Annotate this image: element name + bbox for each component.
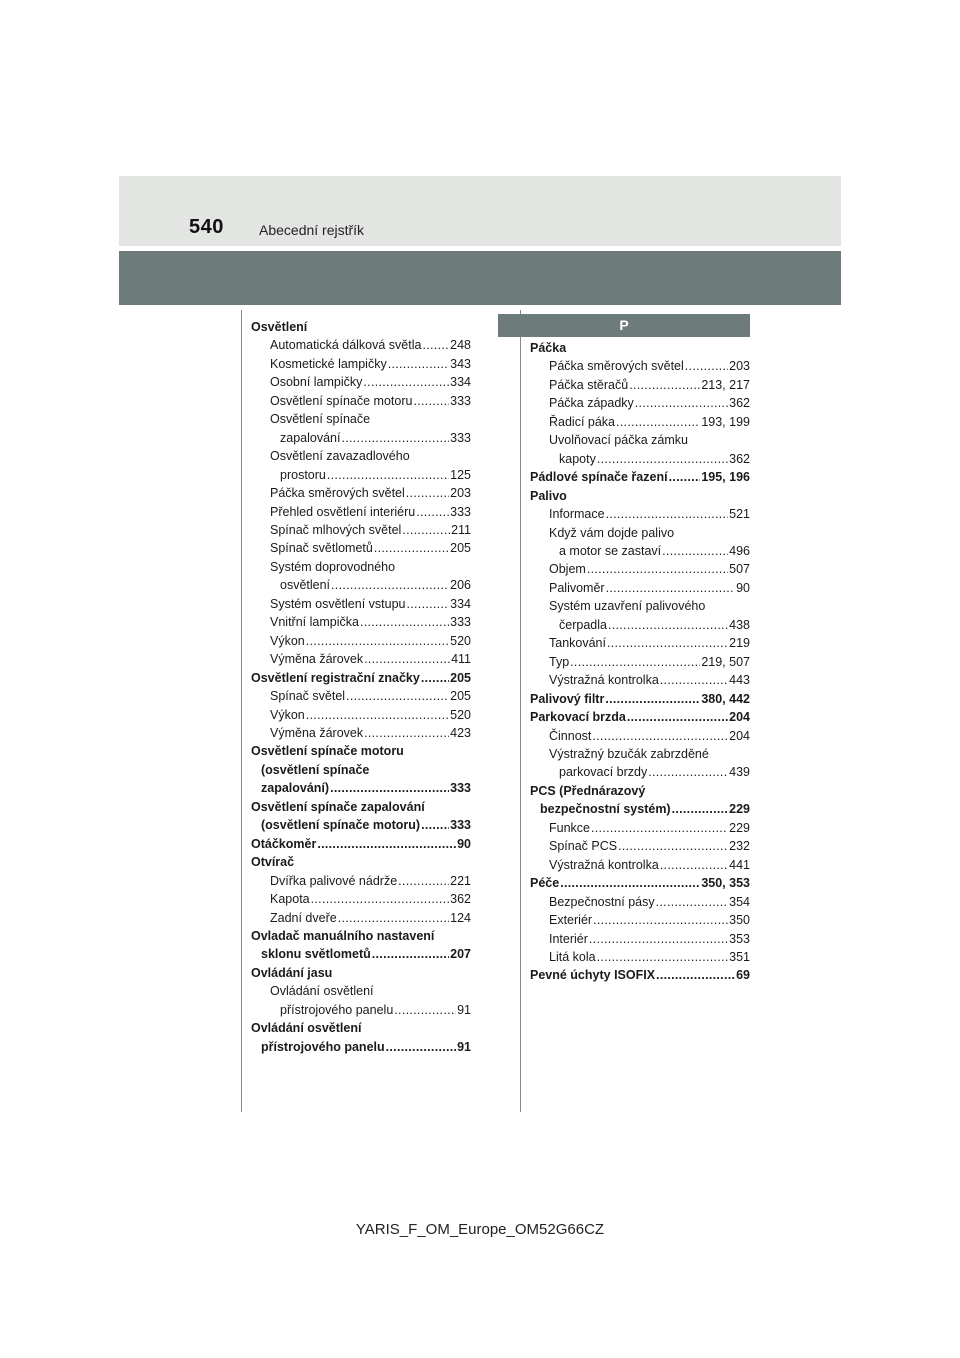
index-entry <box>530 930 750 948</box>
index-term: Páčka <box>530 341 567 355</box>
dot-leader <box>597 450 728 468</box>
index-entry <box>251 964 471 982</box>
index-term: Páčka směrových světel <box>270 486 405 501</box>
dot-leader <box>330 779 449 797</box>
index-entry <box>251 1019 471 1037</box>
index-entry <box>530 339 750 357</box>
dot-leader <box>341 429 449 447</box>
index-term: přístrojového panelu <box>261 1039 385 1054</box>
page-reference: 343 <box>450 356 471 371</box>
page-reference: 354 <box>729 894 750 909</box>
page-reference: 353 <box>729 931 750 946</box>
index-entry <box>530 597 750 615</box>
index-entry <box>530 874 750 892</box>
index-entry <box>251 466 471 484</box>
page-reference: 333 <box>450 430 471 445</box>
index-entry <box>251 669 471 687</box>
index-term: Uvolňovací páčka zámku <box>549 433 688 448</box>
index-term: (osvětlení spínače <box>261 762 370 777</box>
page-reference: 439 <box>729 765 750 780</box>
page-reference: 333 <box>450 615 471 630</box>
page-reference: 333 <box>450 781 471 796</box>
page-reference: 205 <box>450 689 471 704</box>
dot-leader <box>388 355 449 373</box>
index-entry <box>251 503 471 521</box>
index-entry <box>251 982 471 1000</box>
index-term: Palivoměr <box>549 580 605 595</box>
index-term: Spínač PCS <box>549 839 618 854</box>
page-reference: 125 <box>450 467 471 482</box>
dot-leader <box>627 708 728 726</box>
footer-document-code: YARIS_F_OM_Europe_OM52G66CZ <box>355 1221 605 1238</box>
index-entry <box>251 909 471 927</box>
index-term: Řadicí páka <box>549 414 616 429</box>
index-term: Péče <box>530 876 560 891</box>
dot-leader <box>311 890 450 908</box>
index-entry <box>251 558 471 576</box>
page-reference: 362 <box>450 892 471 907</box>
index-term: Páčka směrových světel <box>549 359 684 374</box>
dot-leader <box>331 576 449 594</box>
dot-leader <box>660 671 728 689</box>
index-entry <box>530 394 750 412</box>
left-column-rule <box>241 310 242 1112</box>
page-reference: 351 <box>729 949 750 964</box>
index-term: Ovladač manuálního nastavení <box>251 928 435 943</box>
dot-leader <box>421 669 449 687</box>
index-entry <box>251 484 471 502</box>
dot-leader <box>386 1038 456 1056</box>
index-term: Páčka západky <box>549 396 634 411</box>
index-term: Informace <box>549 507 605 522</box>
index-entry <box>530 856 750 874</box>
index-entry <box>251 1001 471 1019</box>
index-entry <box>530 708 750 726</box>
dot-leader <box>605 690 700 708</box>
index-term: Typ <box>549 654 570 669</box>
index-term: Spínač mlhových světel <box>270 522 402 537</box>
dot-leader <box>406 595 449 613</box>
page-reference: 205 <box>450 541 471 556</box>
page-reference: 362 <box>729 396 750 411</box>
dot-leader <box>560 874 700 892</box>
page-reference: 90 <box>457 836 471 851</box>
index-term: Funkce <box>549 820 590 835</box>
index-entry <box>530 819 750 837</box>
dot-leader <box>607 634 728 652</box>
dot-leader <box>592 727 728 745</box>
page-reference: 203 <box>729 359 750 374</box>
page-reference: 350, 353 <box>701 876 750 891</box>
dot-leader <box>421 816 449 834</box>
index-term: Výstražná kontrolka <box>549 673 659 688</box>
index-term: Výkon <box>270 707 305 722</box>
index-entry <box>530 745 750 763</box>
index-entry <box>530 671 750 689</box>
page-reference: 204 <box>729 728 750 743</box>
index-entry <box>530 690 750 708</box>
page-reference: 496 <box>729 543 750 558</box>
page-reference: 334 <box>450 596 471 611</box>
page-reference: 350 <box>729 913 750 928</box>
index-term: přístrojového panelu <box>280 1002 394 1017</box>
index-term: bezpečnostní systém) <box>540 802 671 817</box>
index-term: Spínač světel <box>270 689 346 704</box>
page-reference: 507 <box>729 562 750 577</box>
index-entry <box>530 727 750 745</box>
dot-leader <box>338 909 449 927</box>
page-reference: 333 <box>450 818 471 833</box>
index-term: Objem <box>549 562 586 577</box>
index-term: zapalování <box>280 430 341 445</box>
dot-leader <box>606 579 736 597</box>
dot-leader <box>685 357 728 375</box>
index-term: Pádlové spínače řazení <box>530 470 668 485</box>
index-term: Tankování <box>549 636 606 651</box>
page-title: Abecední rejstřík <box>259 222 365 238</box>
index-entry <box>530 782 750 800</box>
index-term: Parkovací brzda <box>530 710 626 725</box>
index-column-right <box>530 339 750 985</box>
index-entry <box>251 336 471 354</box>
page-reference: 380, 442 <box>701 691 750 706</box>
index-term: Otáčkoměr <box>251 836 317 851</box>
index-entry <box>530 450 750 468</box>
index-term: Bezpečnostní pásy <box>549 894 655 909</box>
index-term: Výkon <box>270 633 305 648</box>
dot-leader <box>669 468 701 486</box>
index-entry <box>530 893 750 911</box>
index-entry <box>530 653 750 671</box>
dot-leader <box>597 948 729 966</box>
dot-leader <box>413 392 449 410</box>
index-entry <box>251 632 471 650</box>
dot-leader <box>364 650 450 668</box>
index-term: Palivo <box>530 488 567 503</box>
index-term: sklonu světlometů <box>261 947 371 962</box>
page-reference: 69 <box>736 968 750 983</box>
index-term: PCS (Přednárazový <box>530 783 646 798</box>
header-dark-band <box>119 251 841 305</box>
index-entry <box>530 837 750 855</box>
dot-leader <box>416 503 449 521</box>
page-reference: 443 <box>729 673 750 688</box>
index-entry <box>251 355 471 373</box>
index-term: kapoty <box>559 451 596 466</box>
index-entry <box>251 742 471 760</box>
index-entry <box>251 410 471 428</box>
dot-leader <box>374 539 449 557</box>
index-term: Litá kola <box>549 949 596 964</box>
index-entry <box>251 318 471 336</box>
index-entry <box>251 650 471 668</box>
page-reference: 91 <box>457 1002 471 1017</box>
dot-leader <box>589 930 728 948</box>
page-reference: 411 <box>451 652 471 667</box>
index-term: Osvětlení spínače zapalování <box>251 799 425 814</box>
page-reference: 521 <box>729 507 750 522</box>
index-entry <box>251 447 471 465</box>
index-term: Osvětlení spínače motoru <box>270 393 413 408</box>
index-term: Systém uzavření palivového <box>549 599 706 614</box>
page-reference: 333 <box>450 393 471 408</box>
dot-leader <box>648 763 728 781</box>
index-entry <box>251 521 471 539</box>
index-term: Spínač světlometů <box>270 541 373 556</box>
dot-leader <box>591 819 728 837</box>
index-term: Pevné úchyty ISOFIX <box>530 968 656 983</box>
dot-leader <box>570 653 700 671</box>
index-entry <box>530 763 750 781</box>
dot-leader <box>398 872 449 890</box>
dot-leader <box>672 800 729 818</box>
index-term: Zadní dveře <box>270 910 337 925</box>
dot-leader <box>618 837 728 855</box>
index-term: Palivový filtr <box>530 691 605 706</box>
page-reference: 211 <box>451 522 471 537</box>
middle-column-rule <box>520 310 521 1112</box>
index-entry <box>530 357 750 375</box>
index-term: osvětlení <box>280 578 331 593</box>
index-term: (osvětlení spínače motoru) <box>261 818 421 833</box>
dot-leader <box>360 613 449 631</box>
index-term: Dvířka palivové nádrže <box>270 873 398 888</box>
index-term: Osvětlení zavazadlového <box>270 449 410 464</box>
index-entry <box>530 948 750 966</box>
index-term: Interiér <box>549 931 588 946</box>
page-reference: 334 <box>450 375 471 390</box>
dot-leader <box>406 484 449 502</box>
index-entry <box>251 373 471 391</box>
dot-leader <box>327 466 449 484</box>
dot-leader <box>317 835 456 853</box>
dot-leader <box>608 616 728 634</box>
index-term: Činnost <box>549 728 592 743</box>
index-entry <box>251 779 471 797</box>
index-entry <box>530 800 750 818</box>
index-entry <box>251 539 471 557</box>
index-term: Automatická dálková světla <box>270 338 422 353</box>
dot-leader <box>629 376 700 394</box>
dot-leader <box>660 856 728 874</box>
dot-leader <box>587 560 728 578</box>
index-entry <box>530 911 750 929</box>
index-term: Kapota <box>270 892 310 907</box>
page-reference: 90 <box>736 580 750 595</box>
index-term: Osvětlení spínače <box>270 412 371 427</box>
page-reference: 207 <box>450 947 471 962</box>
index-entry <box>251 687 471 705</box>
page-reference: 219 <box>729 636 750 651</box>
page-reference: 333 <box>450 504 471 519</box>
dot-leader <box>656 966 735 984</box>
dot-leader <box>372 945 449 963</box>
dot-leader <box>394 1001 456 1019</box>
page-reference: 205 <box>450 670 471 685</box>
section-letter-bar: P <box>498 314 750 337</box>
index-column-left <box>251 318 471 1056</box>
dot-leader <box>306 706 449 724</box>
index-term: Osobní lampičky <box>270 375 363 390</box>
index-term: Výměna žárovek <box>270 652 364 667</box>
index-entry <box>251 706 471 724</box>
index-entry <box>251 724 471 742</box>
dot-leader <box>656 893 729 911</box>
index-term: Páčka stěračů <box>549 377 629 392</box>
page-reference: 193, 199 <box>701 414 750 429</box>
index-entry <box>530 524 750 542</box>
index-entry <box>251 429 471 447</box>
index-entry <box>251 1038 471 1056</box>
index-entry <box>251 853 471 871</box>
index-entry <box>251 392 471 410</box>
index-entry <box>251 576 471 594</box>
index-term: Výměna žárovek <box>270 725 364 740</box>
page-reference: 438 <box>729 617 750 632</box>
index-term: parkovací brzdy <box>559 765 648 780</box>
index-term: čerpadla <box>559 617 607 632</box>
index-term: Otvírač <box>251 855 295 870</box>
index-term: Vnitřní lampička <box>270 615 359 630</box>
page-reference: 232 <box>729 839 750 854</box>
index-term: Přehled osvětlení interiéru <box>270 504 416 519</box>
index-entry <box>530 468 750 486</box>
dot-leader <box>635 394 728 412</box>
dot-leader <box>346 687 449 705</box>
index-entry <box>251 872 471 890</box>
index-term: Výstražný bzučák zabrzděné <box>549 746 709 761</box>
index-term: Osvětlení registrační značky <box>251 670 420 685</box>
page-reference: 362 <box>729 451 750 466</box>
index-term: Kosmetické lampičky <box>270 356 387 371</box>
dot-leader <box>616 413 700 431</box>
page-reference: 520 <box>450 633 471 648</box>
index-entry <box>251 816 471 834</box>
index-term: zapalování) <box>261 781 330 796</box>
dot-leader <box>662 542 728 560</box>
index-entry <box>251 613 471 631</box>
dot-leader <box>364 724 449 742</box>
index-entry <box>530 431 750 449</box>
header-top-band <box>119 176 841 246</box>
index-term: prostoru <box>280 467 326 482</box>
page-reference: 441 <box>729 857 750 872</box>
index-entry <box>251 595 471 613</box>
index-entry <box>251 945 471 963</box>
index-entry <box>251 927 471 945</box>
index-entry <box>530 487 750 505</box>
page-reference: 124 <box>450 910 471 925</box>
index-entry <box>530 634 750 652</box>
page-reference: 213, 217 <box>701 377 750 392</box>
page-reference: 423 <box>450 725 471 740</box>
index-term: Exteriér <box>549 913 593 928</box>
index-entry <box>530 542 750 560</box>
index-term: Osvětlení spínače motoru <box>251 744 404 759</box>
page-reference: 229 <box>729 802 750 817</box>
dot-leader <box>402 521 450 539</box>
index-entry <box>530 966 750 984</box>
index-entry <box>530 616 750 634</box>
index-term: a motor se zastaví <box>559 543 662 558</box>
index-term: Ovládání osvětlení <box>270 984 374 999</box>
page-reference: 206 <box>450 578 471 593</box>
page-reference: 221 <box>450 873 471 888</box>
page-reference: 195, 196 <box>701 470 750 485</box>
index-term: Osvětlení <box>251 320 308 334</box>
index-term: Ovládání jasu <box>251 965 333 980</box>
dot-leader <box>363 373 449 391</box>
index-entry <box>530 376 750 394</box>
index-term: Systém osvětlení vstupu <box>270 596 406 611</box>
index-entry <box>251 835 471 853</box>
index-entry <box>530 413 750 431</box>
page-reference: 203 <box>450 486 471 501</box>
dot-leader <box>422 336 449 354</box>
dot-leader <box>593 911 728 929</box>
page-reference: 91 <box>457 1039 471 1054</box>
index-entry <box>251 798 471 816</box>
page-reference: 520 <box>450 707 471 722</box>
page-reference: 248 <box>450 338 471 353</box>
index-entry <box>530 560 750 578</box>
page-reference: 204 <box>729 710 750 725</box>
index-entry <box>530 505 750 523</box>
page-number: 540 <box>189 216 224 238</box>
page-reference: 229 <box>729 820 750 835</box>
index-term: Když vám dojde palivo <box>549 525 675 540</box>
index-term: Systém doprovodného <box>270 559 396 574</box>
index-entry <box>251 890 471 908</box>
index-term: Výstražná kontrolka <box>549 857 659 872</box>
page-reference: 219, 507 <box>701 654 750 669</box>
dot-leader <box>606 505 729 523</box>
index-entry <box>251 761 471 779</box>
dot-leader <box>306 632 449 650</box>
index-term: Ovládání osvětlení <box>251 1021 362 1036</box>
index-entry <box>530 579 750 597</box>
